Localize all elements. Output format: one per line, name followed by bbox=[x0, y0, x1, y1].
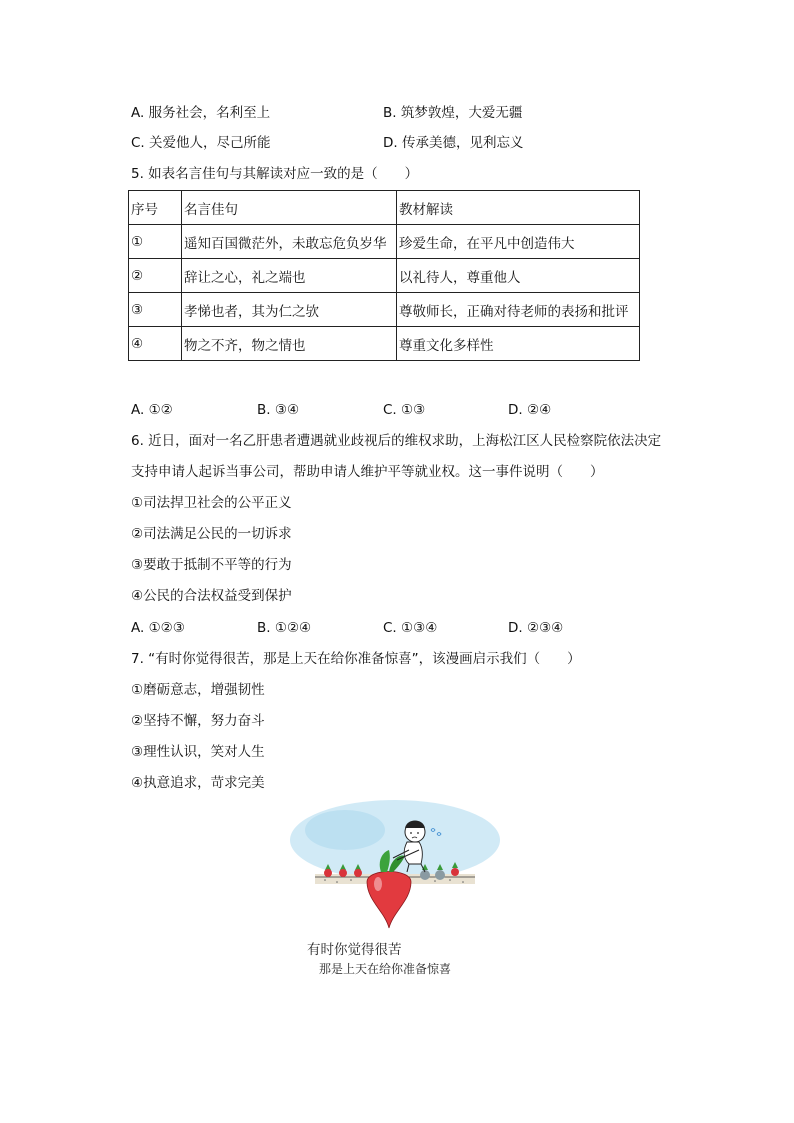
quote-table bbox=[128, 190, 640, 361]
row-interpretation: 尊敬师长，正确对待老师的表扬和批评 bbox=[397, 293, 640, 327]
q6-option-d: D. ②③④ bbox=[508, 620, 564, 636]
q7-statement-4: ④执意追求，苛求完美 bbox=[131, 775, 265, 791]
q6-option-b: B. ①②④ bbox=[257, 620, 312, 636]
q5-stem: 5. 如表名言佳句与其解读对应一致的是（ ） bbox=[131, 166, 419, 182]
q6-option-c: C. ①③④ bbox=[383, 620, 438, 636]
row-quote: 物之不齐，物之情也 bbox=[182, 327, 397, 361]
q6-stem-line1: 6. 近日，面对一名乙肝患者遭遇就业歧视后的维权求助，上海松江区人民检察院依法决定 bbox=[131, 433, 662, 449]
q6-statement-2: ②司法满足公民的一切诉求 bbox=[131, 526, 292, 542]
q6-stem-line2: 支持申请人起诉当事公司，帮助申请人维护平等就业权。这一事件说明（ ） bbox=[131, 464, 604, 480]
row-interpretation: 以礼待人，尊重他人 bbox=[397, 259, 640, 293]
row-interpretation: 珍爱生命，在平凡中创造伟大 bbox=[397, 225, 640, 259]
table-header-row bbox=[129, 191, 640, 225]
table-row bbox=[129, 327, 640, 361]
radish-cartoon bbox=[285, 800, 505, 980]
row-quote: 辞让之心，礼之端也 bbox=[182, 259, 397, 293]
q5-option-d: D. ②④ bbox=[508, 402, 552, 418]
big-radish bbox=[367, 872, 411, 929]
q5-option-a: A. ①② bbox=[131, 402, 173, 418]
row-quote: 孝悌也者，其为仁之欤 bbox=[182, 293, 397, 327]
q6-statement-4: ④公民的合法权益受到保护 bbox=[131, 588, 292, 604]
row-index: ④ bbox=[129, 327, 182, 361]
cartoon-caption-2: 那是上天在给你准备惊喜 bbox=[319, 962, 452, 976]
q6-option-a: A. ①②③ bbox=[131, 620, 185, 636]
q5-option-c: C. ①③ bbox=[383, 402, 426, 418]
q6-statement-3: ③要敢于抵制不平等的行为 bbox=[131, 557, 292, 573]
table-row bbox=[129, 259, 640, 293]
table-row bbox=[129, 225, 640, 259]
q7-statement-1: ①磨砺意志，增强韧性 bbox=[131, 682, 265, 698]
q5-option-b: B. ③④ bbox=[257, 402, 300, 418]
row-interpretation: 尊重文化多样性 bbox=[397, 327, 640, 361]
big-radish-highlight bbox=[374, 877, 382, 891]
q7-stem: 7. “有时你觉得很苦，那是上天在给你准备惊喜”，该漫画启示我们（ ） bbox=[131, 651, 581, 667]
row-index: ③ bbox=[129, 293, 182, 327]
q7-statement-3: ③理性认识，笑对人生 bbox=[131, 744, 265, 760]
q4-option-a: A. 服务社会，名利至上 bbox=[131, 105, 271, 121]
row-quote: 遥知百国微茫外，未敢忘危负岁华 bbox=[182, 225, 397, 259]
row-index: ② bbox=[129, 259, 182, 293]
header-quote: 名言佳句 bbox=[182, 191, 397, 225]
q6-statement-1: ①司法捍卫社会的公平正义 bbox=[131, 495, 292, 511]
header-index: 序号 bbox=[129, 191, 182, 225]
cartoon-sky-cloud bbox=[305, 810, 385, 850]
header-interpretation: 教材解读 bbox=[397, 191, 640, 225]
q4-option-d: D. 传承美德，见利忘义 bbox=[383, 135, 524, 151]
table-row bbox=[129, 293, 640, 327]
q4-option-b: B. 筑梦敦煌，大爱无疆 bbox=[383, 105, 523, 121]
cartoon-caption-1: 有时你觉得很苦 bbox=[307, 942, 402, 958]
row-index: ① bbox=[129, 225, 182, 259]
q4-option-c: C. 关爱他人，尽己所能 bbox=[131, 135, 271, 151]
q7-statement-2: ②坚持不懈，努力奋斗 bbox=[131, 713, 265, 729]
